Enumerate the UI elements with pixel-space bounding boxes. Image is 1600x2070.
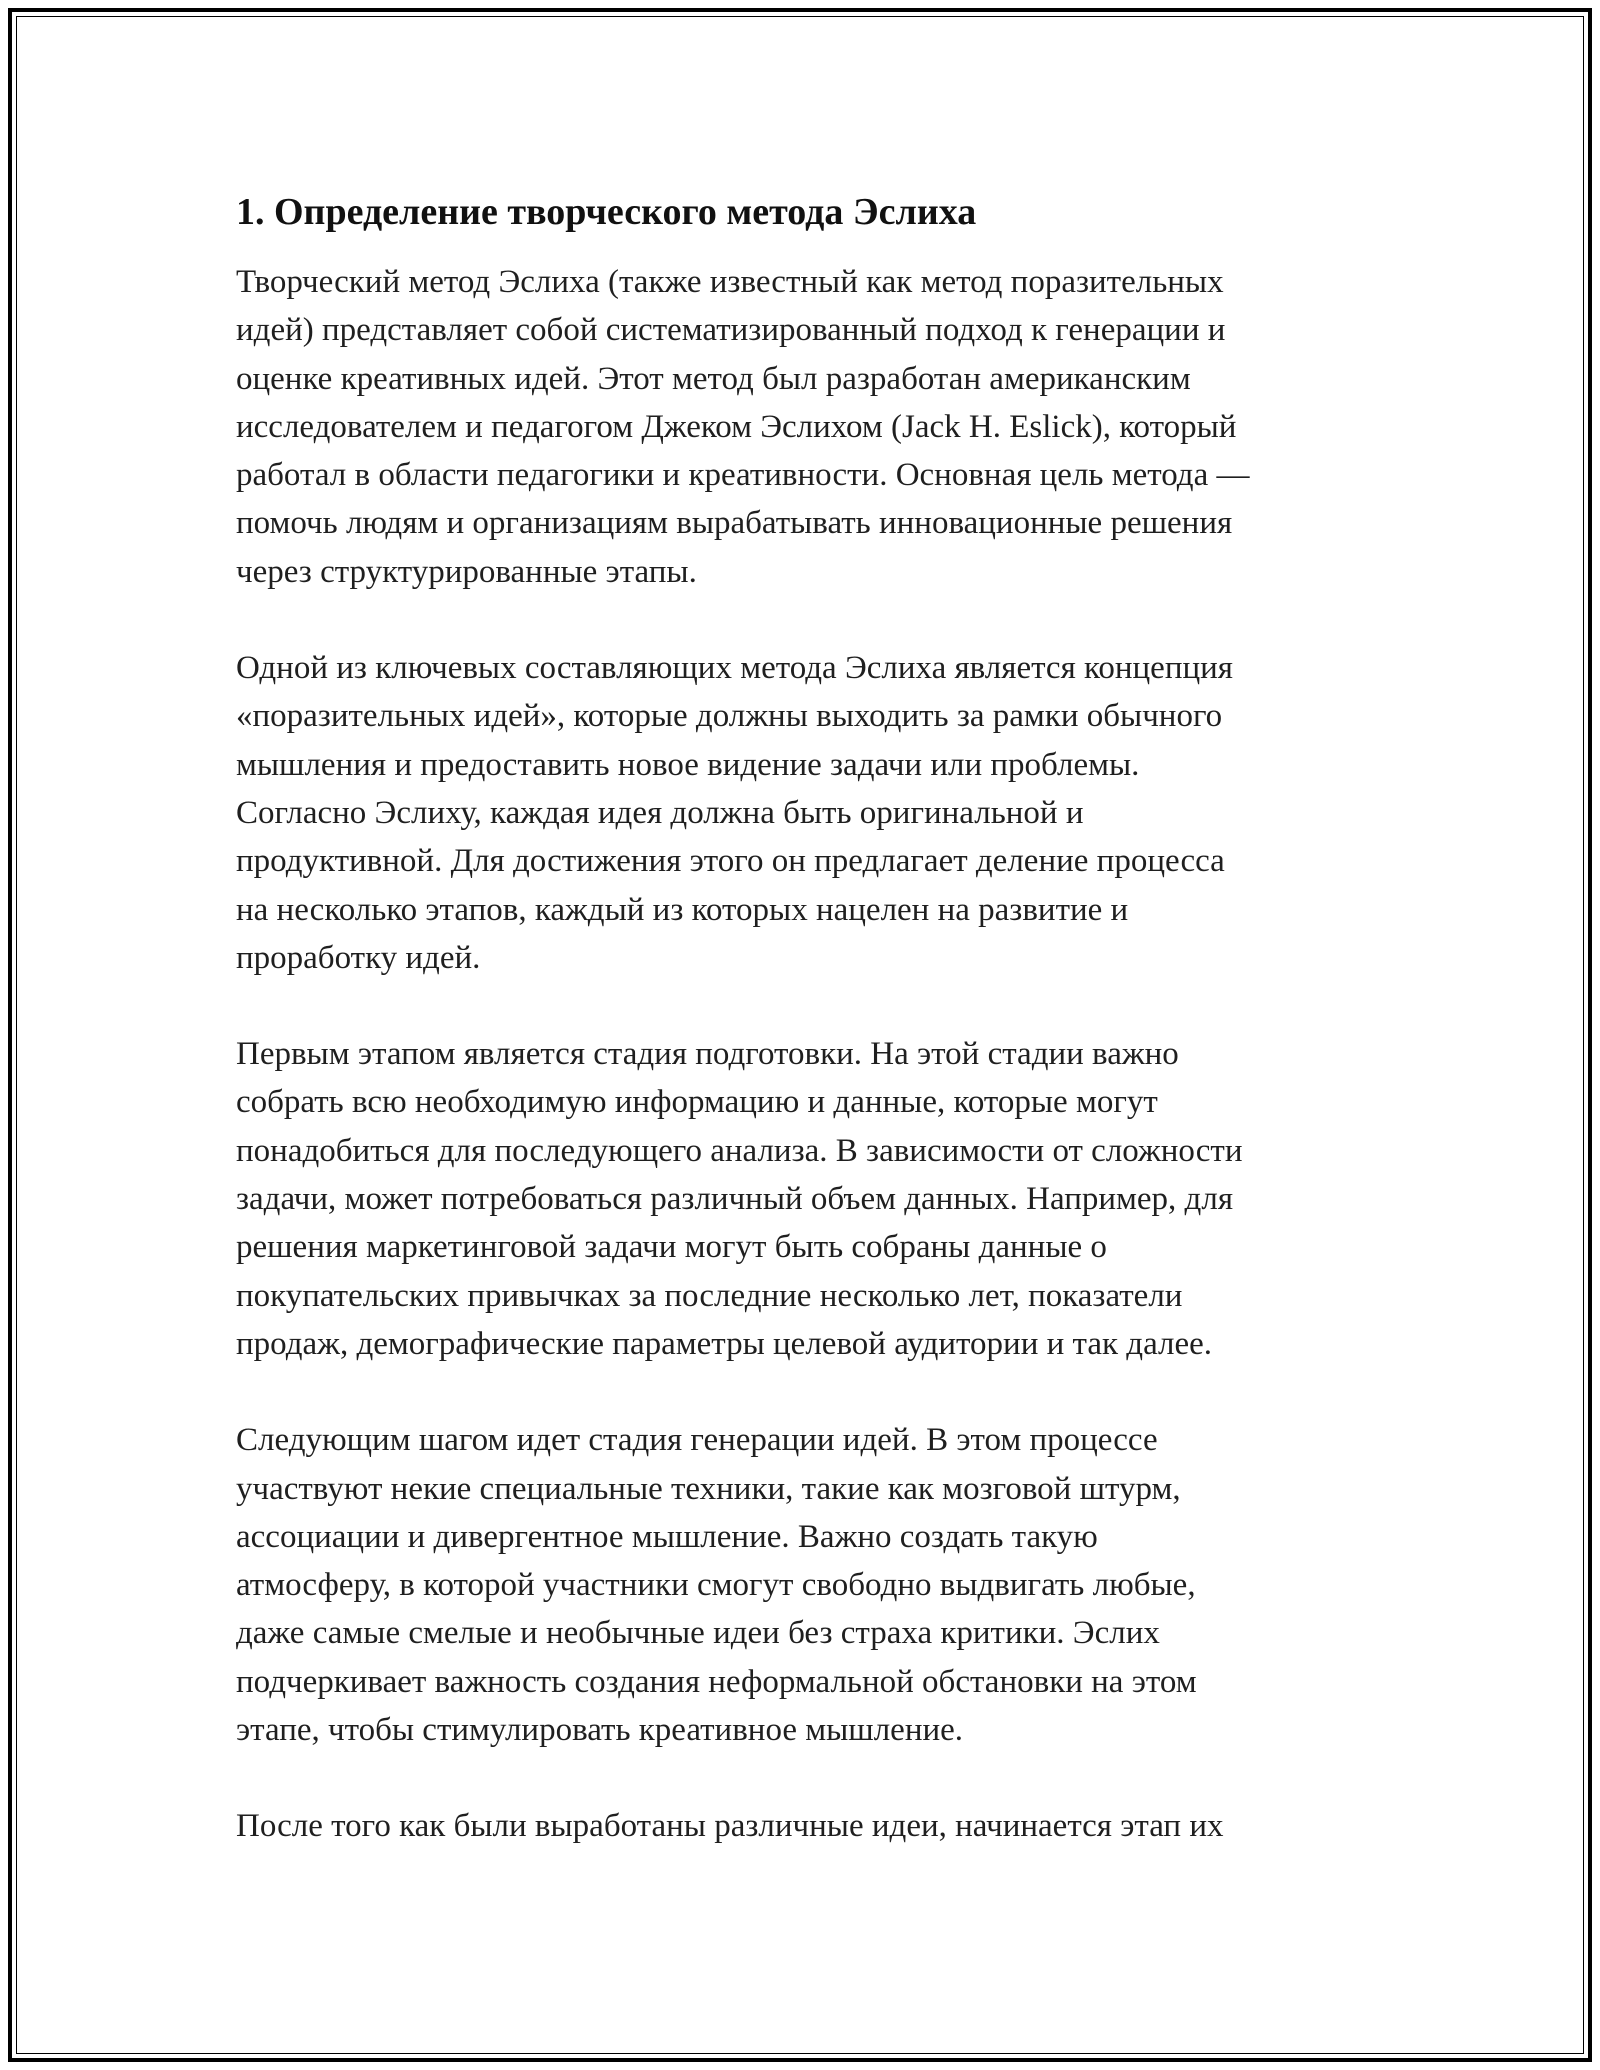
document-body bbox=[236, 186, 1376, 1899]
paragraph: Первым этапом является стадия подготовки. На этой стадии важно собрать всю необходимую информацию и данные, которые могут понадобиться для последующего анализа. В зависимости от сложности задачи, может потребоваться различный объем данных. Например, для решения маркетинговой задачи могут быть собраны данные о покупательских привычках за последние несколько лет, показатели продаж, демографические параметры целевой аудитории и так далее. bbox=[236, 1036, 1243, 1362]
paragraph: После того как были выработаны различные идеи, начинается этап их bbox=[236, 1808, 1224, 1845]
paragraph: Одной из ключевых составляющих метода Эслиха является концепция «поразительных идей», которые должны выходить за рамки обычного мышления и предоставить новое видение задачи или проблемы. Согласно Эслиху, каждая идея должна быть оригинальной и продуктивной. Для достижения этого он предлагает деление процесса на несколько этапов, каждый из которых нацелен на развитие и проработку идей. bbox=[236, 650, 1233, 976]
paragraph: Следующим шагом идет стадия генерации идей. В этом процессе участвуют некие специальные техники, такие как мозговой штурм, ассоциации и дивергентное мышление. Важно создать такую атмосферу, в которой участники смогут свободно выдвигать любые, даже самые смелые и необычные идеи без страха критики. Эслих подчеркивает важность создания неформальной обстановки на этом этапе, чтобы стимулировать креативное мышление. bbox=[236, 1422, 1197, 1749]
section-heading: 1. Определение творческого метода Эслиха bbox=[236, 191, 977, 233]
paragraph: Творческий метод Эслиха (также известный как метод поразительных идей) представляет собой систематизированный подход к генерации и оценке креативных идей. Этот метод был разработан американским исследователем и педагогом Джеком Эслихом (Jack H. Eslick), который работал в области педагогики и креативности. Основная цель метода — помочь людям и организациям вырабатывать инновационные решения через структурированные этапы. bbox=[236, 264, 1250, 590]
